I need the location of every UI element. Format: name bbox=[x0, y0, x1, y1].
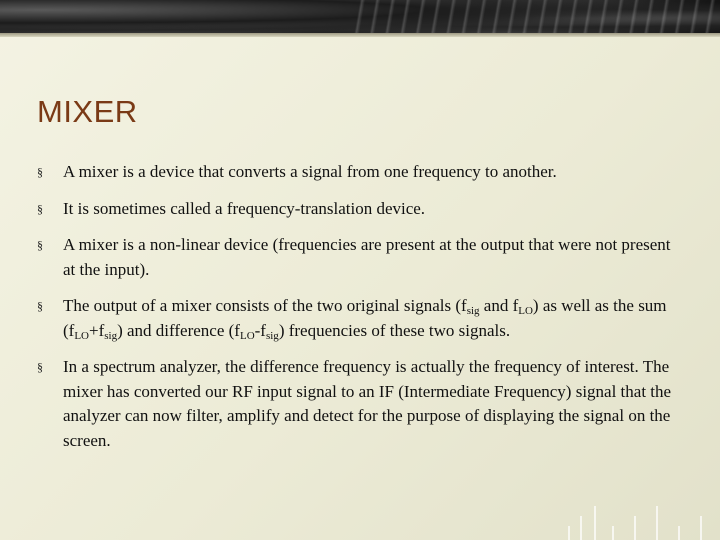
subscript: sig bbox=[466, 305, 480, 317]
banner-divider bbox=[0, 33, 720, 37]
corner-line bbox=[568, 526, 570, 540]
subscript: sig bbox=[104, 329, 118, 342]
slide-title: MIXER bbox=[37, 94, 138, 129]
subscript: sig bbox=[265, 329, 279, 342]
header-banner-image bbox=[0, 0, 720, 33]
bullet-marker-icon: § bbox=[37, 238, 43, 252]
text-run: A mixer is a non-linear device (frequencies are present at the output that were not present at the input). bbox=[63, 235, 671, 279]
bullet-item bbox=[37, 294, 687, 343]
text-run: It is sometimes called a frequency-translation device. bbox=[63, 198, 426, 218]
text-run: -f bbox=[254, 320, 266, 340]
bullet-text bbox=[63, 199, 425, 218]
bullet-marker-icon: § bbox=[37, 360, 43, 374]
banner-texture bbox=[350, 0, 720, 33]
text-run: ) and difference (f bbox=[117, 320, 240, 340]
bullet-marker-icon: § bbox=[37, 201, 43, 216]
subscript: LO bbox=[239, 329, 255, 342]
bullet-text bbox=[63, 235, 671, 279]
text-run: and f bbox=[479, 296, 519, 315]
corner-line bbox=[612, 526, 614, 540]
bullet-item bbox=[37, 233, 687, 282]
text-run: ) as well as the sum (f bbox=[63, 296, 667, 340]
subscript: LO bbox=[518, 305, 533, 317]
corner-line bbox=[700, 516, 702, 540]
text-run: A mixer is a device that converts a signal from one frequency to another. bbox=[63, 162, 557, 181]
bullet-item bbox=[37, 197, 687, 222]
bullet-text bbox=[63, 357, 671, 450]
corner-line bbox=[580, 516, 582, 540]
corner-decoration bbox=[560, 505, 720, 540]
bullet-marker-icon: § bbox=[37, 165, 43, 179]
text-run: In a spectrum analyzer, the difference frequency is actually the frequency of interest. The mixer has converted our RF input signal to an IF (Intermediate Frequency) signal that the analyzer can now filter, amplify and detect for the purpose of displaying the signal on the screen. bbox=[63, 357, 672, 450]
corner-line bbox=[678, 526, 680, 540]
text-run: +f bbox=[89, 320, 105, 340]
bullet-text bbox=[63, 296, 667, 340]
text-run: The output of a mixer consists of the two original signals (f bbox=[63, 296, 467, 315]
bullet-marker-icon: § bbox=[37, 299, 43, 313]
corner-line bbox=[656, 506, 658, 540]
corner-line bbox=[634, 516, 636, 540]
bullet-text bbox=[63, 162, 557, 181]
text-run: ) frequencies of these two signals. bbox=[278, 320, 511, 340]
subscript: LO bbox=[74, 329, 89, 342]
bullet-list bbox=[37, 160, 687, 465]
bullet-item bbox=[37, 355, 687, 453]
bullet-item bbox=[37, 160, 687, 185]
corner-line bbox=[594, 506, 596, 540]
